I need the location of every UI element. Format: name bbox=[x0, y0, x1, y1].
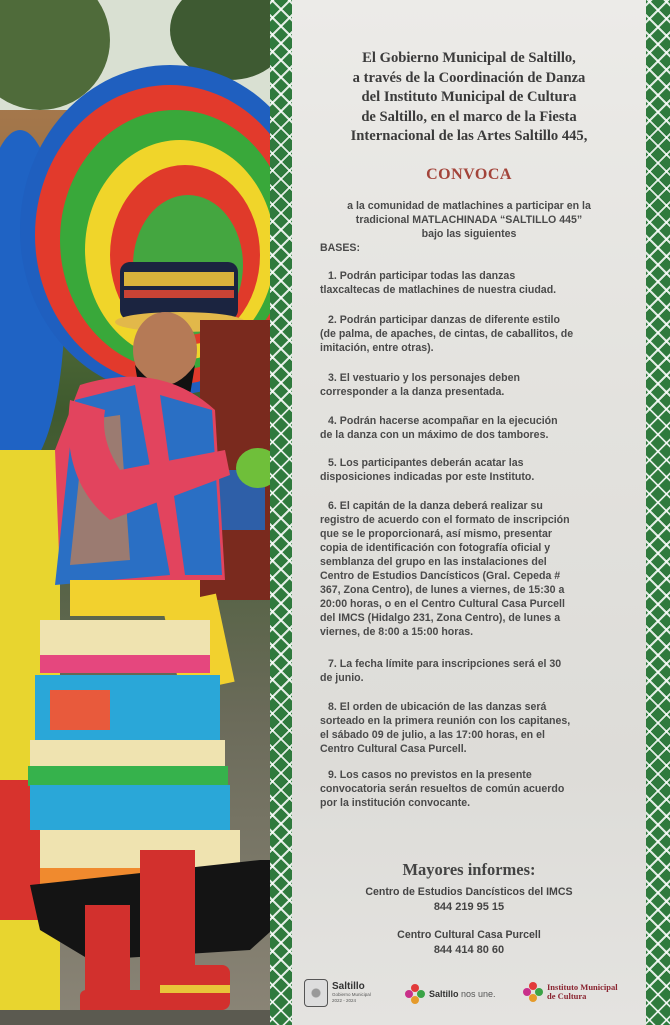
bases-label: BASES: bbox=[320, 242, 361, 254]
rule-line: semblanza del grupo en las instalaciones del bbox=[320, 556, 547, 568]
saltillo-government-logo bbox=[304, 979, 371, 1007]
rule-line: de junio. bbox=[320, 672, 364, 684]
rule-line: registro de acuerdo con el formato de inscripción bbox=[320, 514, 570, 526]
rule-line: el sábado 09 de julio, a las 17:00 horas, en el bbox=[320, 729, 545, 741]
rule-line: convocatoria serán resueltos de común acuerdo bbox=[320, 783, 565, 795]
header-line: a través de la Coordinación de Danza bbox=[352, 69, 586, 86]
logo-text: Instituto Municipal bbox=[547, 982, 618, 992]
rule-line: por la institución convocante. bbox=[320, 797, 471, 809]
rule-3 bbox=[320, 371, 638, 399]
rule-9 bbox=[320, 768, 638, 810]
rule-line: 8. El orden de ubicación de las danzas será bbox=[328, 701, 547, 713]
rule-line: 3. El vestuario y los personajes deben bbox=[328, 372, 520, 384]
rule-7 bbox=[320, 657, 638, 685]
rule-2 bbox=[320, 313, 638, 355]
rule-5 bbox=[320, 456, 638, 484]
header-text bbox=[292, 49, 646, 147]
intro-line: a la comunidad de matlachines a participar en la bbox=[347, 200, 591, 212]
rule-line: tlaxcaltecas de matlachines de nuestra ciudad. bbox=[320, 284, 557, 296]
rule-line: copia de identificación con fotografía oficial y bbox=[320, 542, 551, 554]
contact-name: Centro de Estudios Dancísticos del IMCS bbox=[365, 886, 573, 898]
logo-text: de Cultura bbox=[547, 991, 587, 1001]
header-line: del Instituto Municipal de Cultura bbox=[361, 89, 577, 105]
rule-8 bbox=[320, 700, 638, 756]
rule-line: viernes, de 8:00 a 15:00 horas. bbox=[320, 626, 474, 638]
left-decorative-border bbox=[270, 0, 292, 1025]
dancer-photo bbox=[0, 0, 290, 1025]
rule-line: corresponder a la danza presentada. bbox=[320, 386, 505, 398]
rule-line: imitación, entre otras). bbox=[320, 342, 434, 354]
rule-line: (de palma, de apaches, de cintas, de caballitos, de bbox=[320, 328, 574, 340]
announcement-panel bbox=[292, 0, 646, 1025]
dancer-illustration bbox=[0, 0, 290, 1025]
rule-1 bbox=[320, 269, 638, 297]
flower-icon bbox=[522, 981, 544, 1003]
intro-line: tradicional MATLACHINADA “SALTILLO 445” bbox=[355, 214, 583, 226]
logo-years: 2022 - 2024 bbox=[332, 998, 357, 1003]
rule-line: de la danza con un máximo de dos tambores. bbox=[320, 429, 549, 441]
right-decorative-border bbox=[646, 0, 670, 1025]
logo-strip bbox=[292, 975, 646, 1019]
rule-6 bbox=[320, 499, 638, 639]
more-info-title: Mayores informes: bbox=[402, 860, 536, 879]
instituto-cultura-logo bbox=[522, 981, 618, 1003]
logo-tagline: nos une. bbox=[461, 989, 496, 999]
intro-text bbox=[292, 199, 646, 241]
logo-subtext: Gobierno Municipal bbox=[332, 992, 371, 997]
logo-text: Saltillo bbox=[429, 989, 459, 999]
rule-line: del IMCS (Hidalgo 231, Zona Centro), de lunes a bbox=[320, 612, 561, 624]
rule-line: 367, Zona Centro), de lunes a viernes, de 15:30 a bbox=[320, 584, 565, 596]
city-seal-icon bbox=[304, 979, 328, 1007]
intro-line: bajo las siguientes bbox=[421, 228, 517, 240]
rule-line: 9. Los casos no previstos en la presente bbox=[328, 769, 532, 781]
saltillo-nos-une-logo bbox=[404, 983, 496, 1005]
header-line: El Gobierno Municipal de Saltillo, bbox=[362, 50, 576, 66]
rule-line: 20:00 horas, o en el Centro Cultural Casa Purcell bbox=[320, 598, 565, 610]
rule-line: disposiciones indicadas por este Instituto. bbox=[320, 471, 535, 483]
contact-phone: 844 414 80 60 bbox=[433, 944, 505, 956]
rule-line: Centro Cultural Casa Purcell. bbox=[320, 743, 467, 755]
rule-line: 1. Podrán participar todas las danzas bbox=[328, 270, 516, 282]
contact-name: Centro Cultural Casa Purcell bbox=[397, 929, 541, 941]
rule-line: 2. Podrán participar danzas de diferente estilo bbox=[328, 314, 560, 326]
rule-line: Centro de Estudios Dancísticos (Gral. Cepeda # bbox=[320, 570, 561, 582]
header-line: de Saltillo, en el marco de la Fiesta bbox=[361, 108, 577, 125]
rule-line: 6. El capitán de la danza deberá realizar su bbox=[328, 500, 543, 512]
header-line: Internacional de las Artes Saltillo 445, bbox=[350, 128, 588, 144]
rule-line: 4. Podrán hacerse acompañar en la ejecución bbox=[328, 415, 558, 427]
rule-line: que se le proporcionará, así mismo, presentar bbox=[320, 528, 552, 540]
rule-line: 7. La fecha límite para inscripciones será el 30 bbox=[328, 658, 562, 670]
flower-icon bbox=[404, 983, 426, 1005]
rule-4 bbox=[320, 414, 638, 442]
contact-block-2 bbox=[292, 928, 646, 958]
rule-line: 5. Los participantes deberán acatar las bbox=[328, 457, 524, 469]
contact-block-1 bbox=[292, 885, 646, 915]
convoca-title: CONVOCA bbox=[426, 166, 512, 183]
contact-phone: 844 219 95 15 bbox=[433, 901, 505, 913]
logo-text: Saltillo bbox=[332, 981, 365, 992]
rule-line: sorteado en la primera reunión con los capitanes, bbox=[320, 715, 571, 727]
